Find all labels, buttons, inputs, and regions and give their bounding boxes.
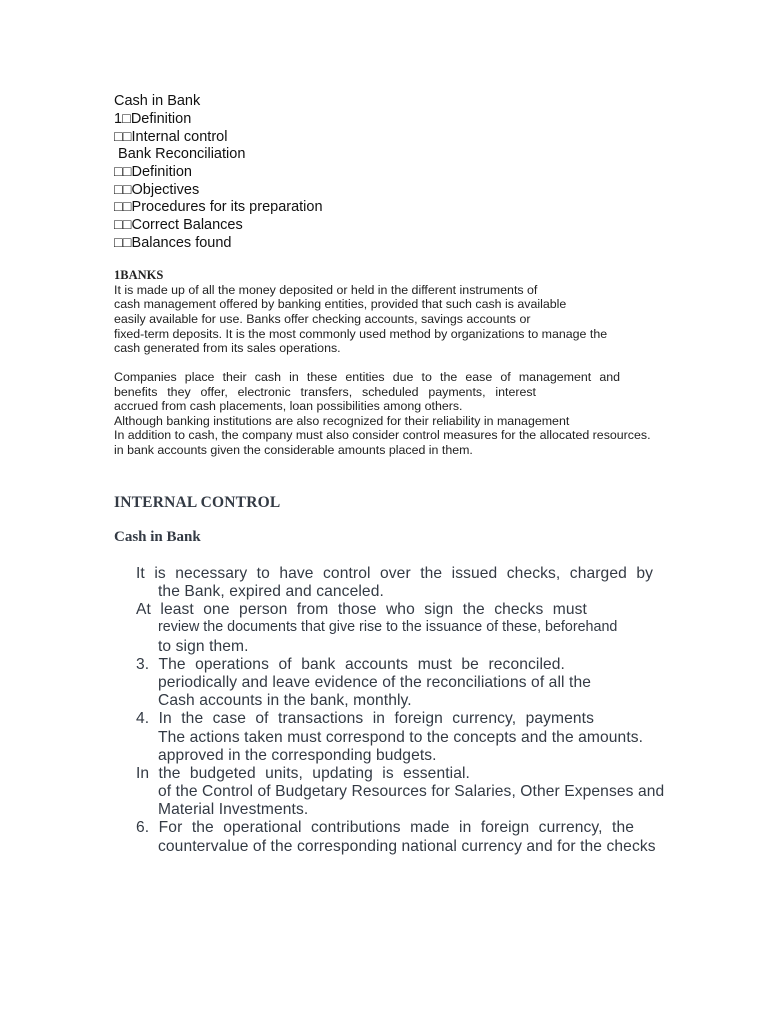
toc-item: □□Balances found bbox=[114, 235, 232, 251]
paragraph-line: Companies place their cash in these entities due to the ease of management and bbox=[114, 370, 620, 384]
control-line: of the Control of Budgetary Resources for Salaries, Other Expenses and bbox=[158, 783, 665, 800]
control-line: 3. The operations of bank accounts must be reconciled. bbox=[136, 656, 565, 673]
toc-item: □□Objectives bbox=[114, 182, 200, 198]
paragraph-line: accrued from cash placements, loan possibilities among others. bbox=[114, 399, 463, 413]
control-line: At least one person from those who sign the checks must bbox=[136, 601, 587, 618]
subheading-cash-in-bank: Cash in Bank bbox=[114, 529, 201, 545]
control-line: Cash accounts in the bank, monthly. bbox=[158, 692, 412, 709]
paragraph-line: In addition to cash, the company must also consider control measures for the allocated resources. bbox=[114, 428, 651, 442]
control-line: countervalue of the corresponding national currency and for the checks bbox=[158, 838, 656, 855]
control-line: 4. In the case of transactions in foreign currency, payments bbox=[136, 710, 594, 727]
toc-item: 1□Definition bbox=[114, 111, 192, 127]
paragraph-line: Although banking institutions are also recognized for their reliability in management bbox=[114, 414, 570, 428]
control-line: periodically and leave evidence of the reconciliations of all the bbox=[158, 674, 591, 691]
toc-item: □□Procedures for its preparation bbox=[114, 199, 323, 215]
control-line: the Bank, expired and canceled. bbox=[158, 583, 384, 600]
toc-item: □□Definition bbox=[114, 164, 192, 180]
paragraph-line: in bank accounts given the considerable amounts placed in them. bbox=[114, 443, 473, 457]
control-line: 6. For the operational contributions made in foreign currency, the bbox=[136, 819, 634, 836]
paragraph-line: benefits they offer, electronic transfers, scheduled payments, interest bbox=[114, 385, 536, 399]
control-line: review the documents that give rise to the issuance of these, beforehand bbox=[158, 619, 618, 635]
paragraph-line: fixed-term deposits. It is the most commonly used method by organizations to manage the bbox=[114, 327, 608, 341]
control-line: approved in the corresponding budgets. bbox=[158, 747, 437, 764]
paragraph-line: easily available for use. Banks offer checking accounts, savings accounts or bbox=[114, 312, 531, 326]
control-line: It is necessary to have control over the issued checks, charged by bbox=[136, 565, 653, 582]
control-line: Material Investments. bbox=[158, 801, 309, 818]
toc-item: Cash in Bank bbox=[114, 93, 201, 109]
section-heading-banks: 1BANKS bbox=[114, 268, 164, 282]
toc-item: □□Internal control bbox=[114, 129, 228, 145]
control-line: In the budgeted units, updating is essential. bbox=[136, 765, 470, 782]
toc-item: □□Correct Balances bbox=[114, 217, 243, 233]
control-line: The actions taken must correspond to the concepts and the amounts. bbox=[158, 729, 644, 746]
control-line: to sign them. bbox=[158, 638, 249, 655]
paragraph-line: cash generated from its sales operations. bbox=[114, 341, 341, 355]
paragraph-line: cash management offered by banking entities, provided that such cash is available bbox=[114, 297, 567, 311]
toc-item: Bank Reconciliation bbox=[114, 146, 246, 162]
section-heading-internal-control: INTERNAL CONTROL bbox=[114, 494, 281, 511]
paragraph-line: It is made up of all the money deposited or held in the different instruments of bbox=[114, 283, 538, 297]
